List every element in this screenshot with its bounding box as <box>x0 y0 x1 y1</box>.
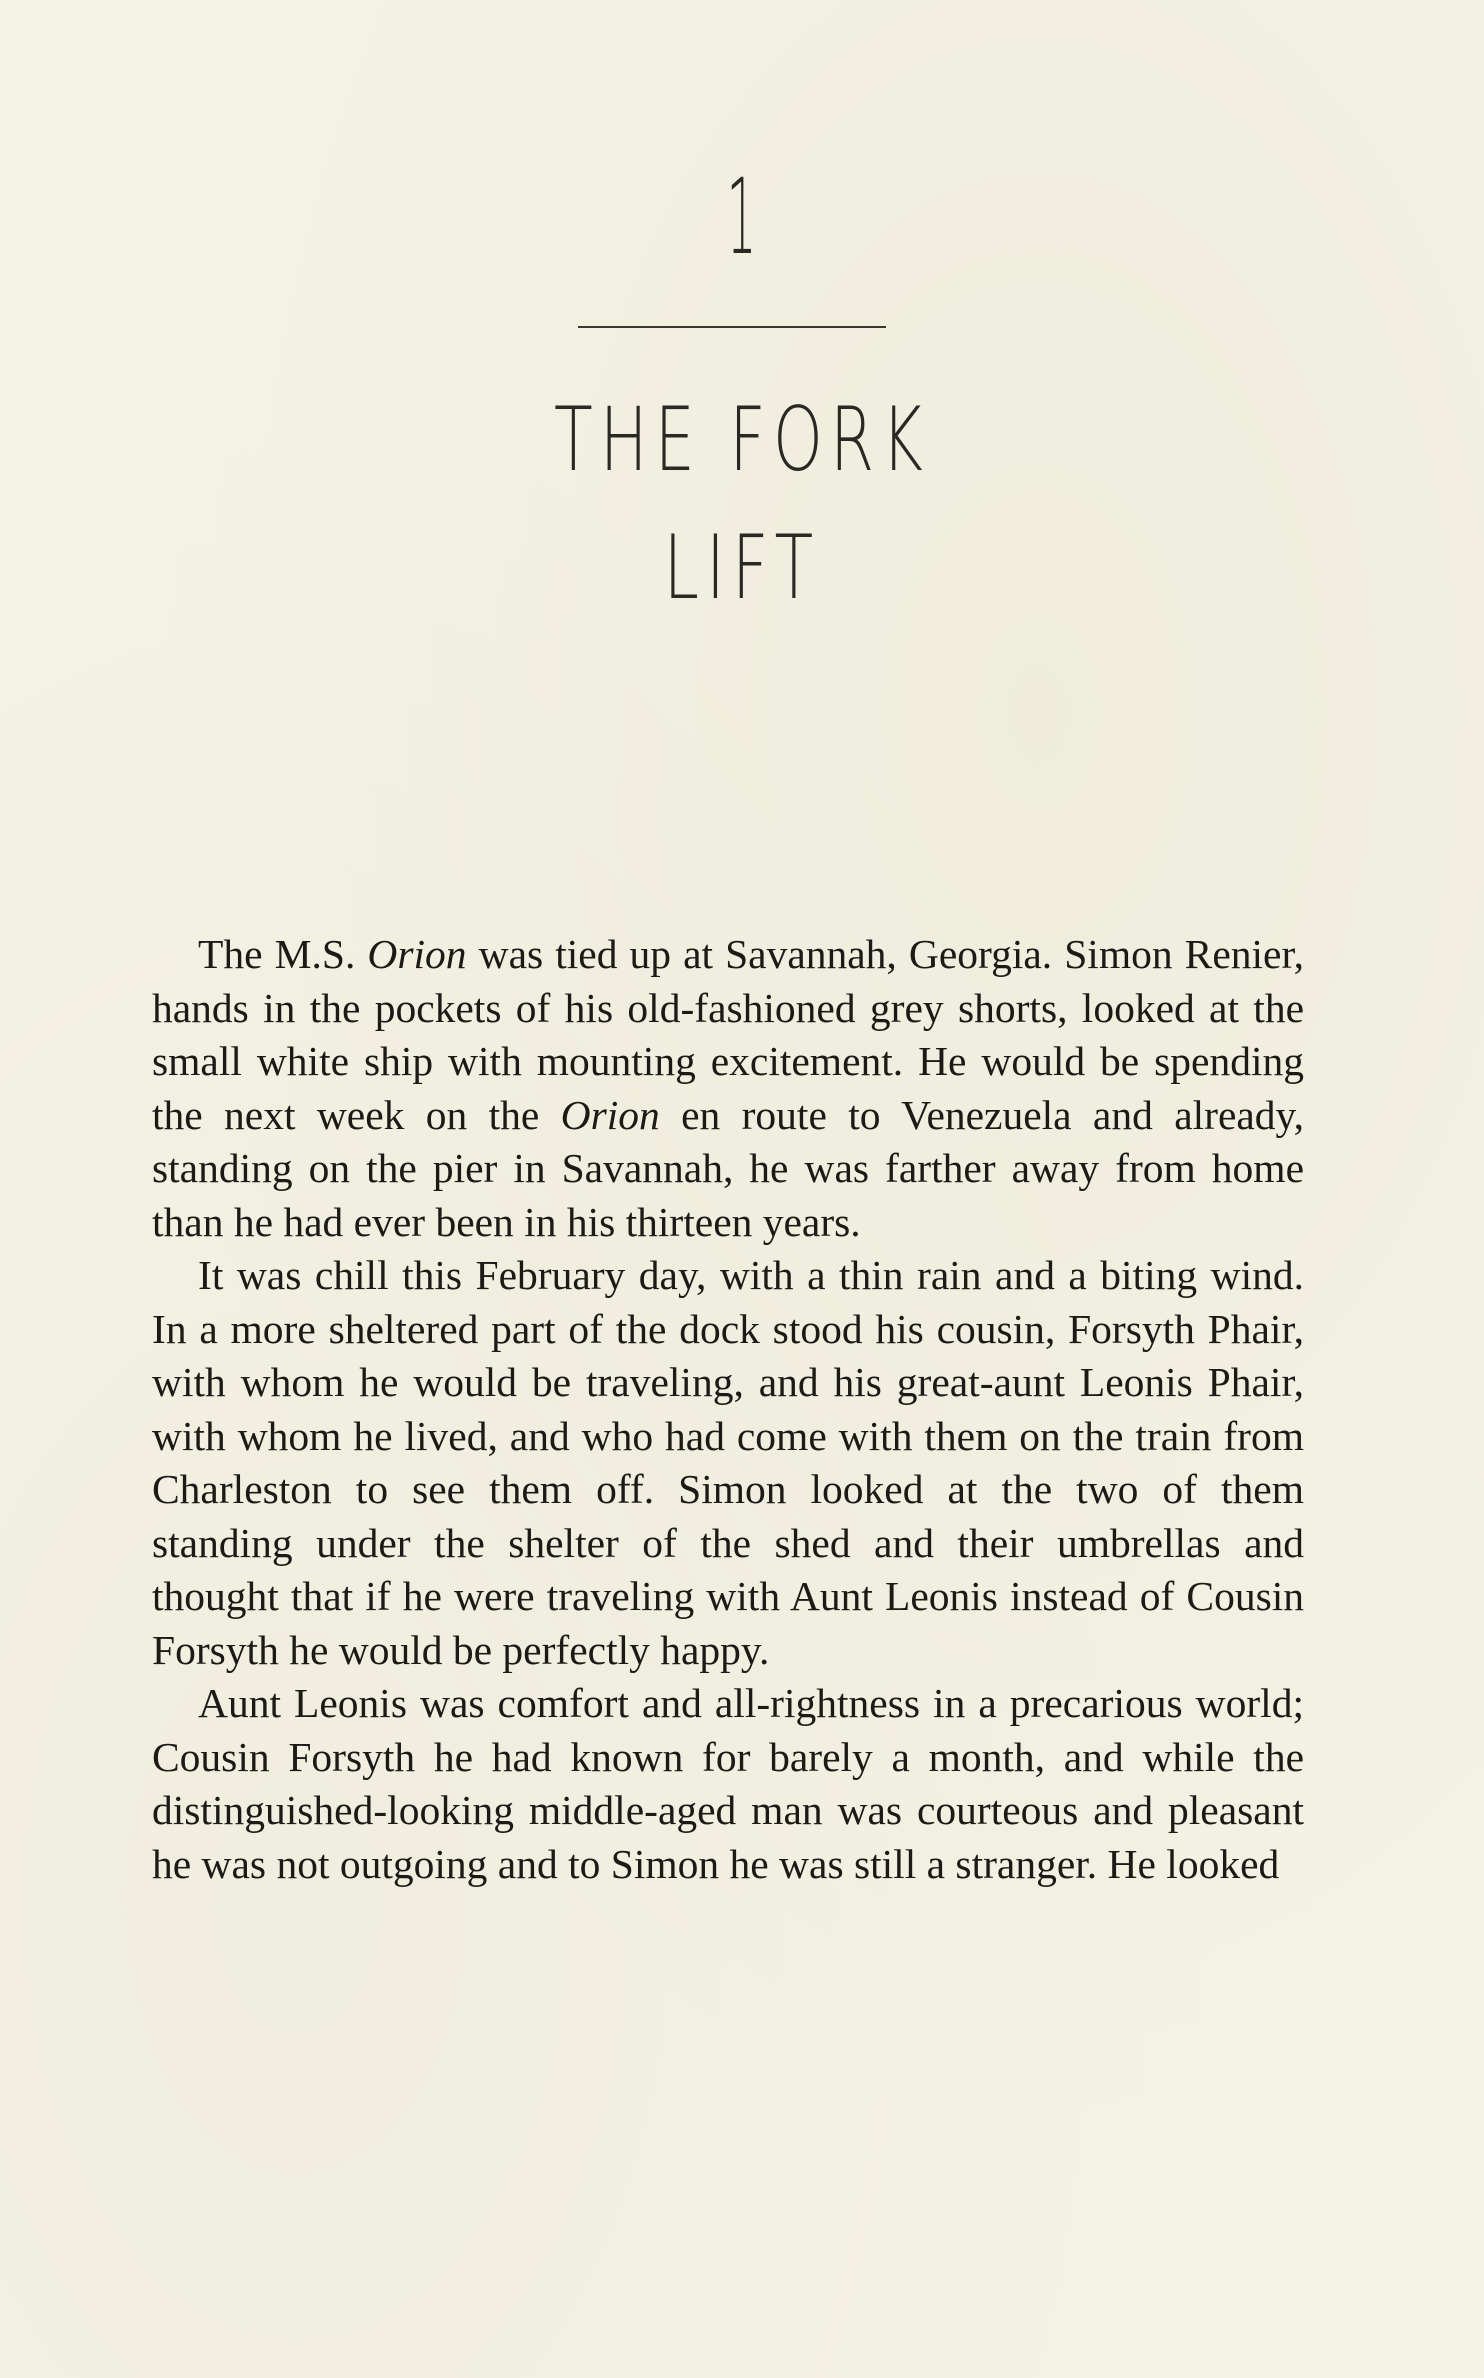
chapter-body <box>152 928 1304 1891</box>
chapter-title-line-1: THE FORK <box>553 388 930 491</box>
paragraph-1-text-a: The M.S. <box>198 931 368 977</box>
ship-name: Orion <box>560 1091 660 1138</box>
ship-name: Orion <box>367 931 467 977</box>
chapter-title-line-2: LIFT <box>663 516 821 619</box>
chapter-divider <box>578 326 886 328</box>
paragraph-2: It was chill this February day, with a thin rain and a biting wind. In a more sheltered part of the dock stood his cousin, Forsyth Phair, with whom he would be traveling, and his great-aunt Leonis Phair, with whom he lived, and who had come with them on the train from Charleston to see them off. Simon looked at the two of them standing under the shelter of the shed and their umbrellas and thought that if he were traveling with Aunt Leonis instead of Cousin Forsyth he would be perfectly happy. <box>152 1252 1304 1673</box>
paragraph-1 <box>152 928 1304 1249</box>
chapter-number: 1 <box>726 156 758 278</box>
paragraph-1-text-c: en route to Venezuela and already, standing on the pier in Savannah, he was farther away from home than he had ever been in his thirteen years. <box>152 1091 1304 1245</box>
paragraph-3: Aunt Leonis was comfort and all-rightness in a precarious world; Cousin Forsyth he had known for barely a month, and while the distinguished-looking middle-aged man was courteous and pleasant he was not outgoing and to Simon he was still a stranger. He looked <box>152 1680 1304 1887</box>
paragraph-1-text-b: was tied up at Savannah, Georgia. Simon Renier, hands in the pockets of his old-fashioned grey shorts, looked at the small white ship with mounting excitement. He would be spending the next week on the <box>152 931 1305 1138</box>
